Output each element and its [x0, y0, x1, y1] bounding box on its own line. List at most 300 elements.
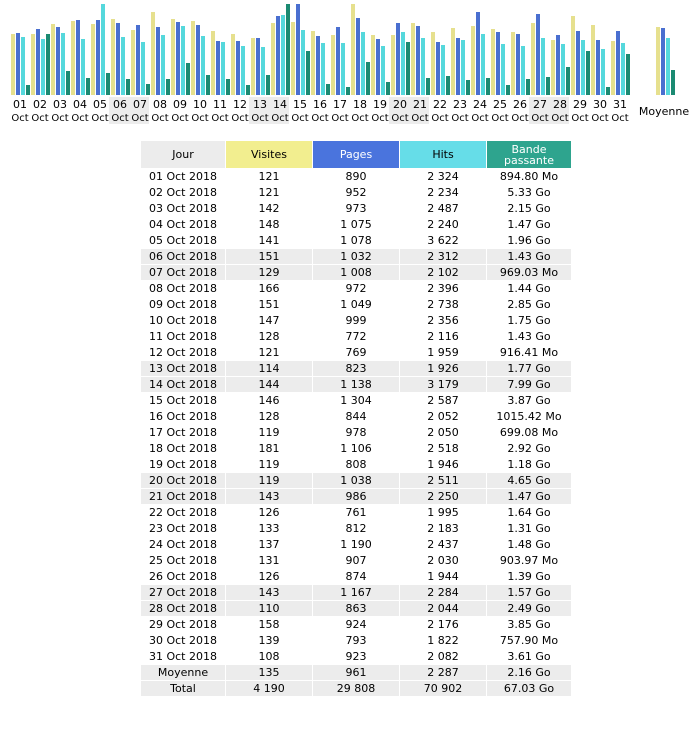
cell-visits: 128	[258, 330, 280, 343]
cell-hits: 2 738	[427, 298, 459, 311]
bar-visits	[591, 25, 595, 95]
table-row	[141, 537, 571, 552]
bar-bandwidth	[346, 87, 350, 95]
cell-bandwidth: 2.15 Go	[507, 202, 551, 215]
table-row	[141, 425, 571, 440]
cell-visits: 142	[258, 202, 280, 215]
cell-hits: 2 284	[400, 585, 486, 600]
table-row	[141, 249, 571, 264]
table-row	[141, 521, 571, 536]
x-tick-month: Oct	[91, 113, 109, 124]
total-row	[141, 681, 571, 696]
table-row	[141, 441, 571, 456]
cell-pages: 29 808	[313, 681, 399, 696]
bar-pages	[96, 20, 100, 95]
bar-pages	[76, 20, 80, 95]
bar-pages	[236, 41, 240, 95]
bar-pages	[376, 39, 380, 95]
bar-bandwidth	[466, 80, 470, 95]
cell-visits: 128	[258, 410, 280, 423]
cell-visits: 146	[258, 394, 280, 407]
cell-bandwidth: 67.03 Go	[487, 681, 571, 696]
cell-pages: 924	[345, 618, 367, 631]
cell-bandwidth: 2.16 Go	[487, 665, 571, 680]
bar-hits	[261, 47, 265, 95]
cell-bandwidth: 1.57 Go	[487, 585, 571, 600]
x-tick-day: 04	[73, 98, 87, 111]
x-tick-day: 09	[173, 98, 187, 111]
cell-visits: 141	[258, 234, 280, 247]
table-row	[141, 649, 571, 664]
x-tick-month: Oct	[371, 113, 389, 124]
daily-stats-table	[140, 140, 572, 697]
bar-bandwidth	[286, 4, 290, 95]
cell-bandwidth: 7.99 Go	[487, 377, 571, 392]
cell-date: 05 Oct 2018	[148, 234, 217, 247]
bar-hits	[461, 40, 465, 95]
cell-bandwidth: 2.49 Go	[487, 601, 571, 616]
x-tick-day: 26	[513, 98, 527, 111]
bar-visits	[171, 19, 175, 95]
cell-date: 01 Oct 2018	[148, 170, 217, 183]
cell-visits: 151	[258, 298, 280, 311]
bar-bandwidth	[266, 75, 270, 95]
bar-visits	[251, 38, 255, 95]
cell-visits: 126	[258, 506, 280, 519]
bar-pages	[336, 27, 340, 95]
cell-hits: 2 356	[427, 314, 459, 327]
bar-pages	[556, 35, 560, 95]
bar-pages	[216, 41, 220, 95]
bar-pages	[576, 31, 580, 95]
bar-visits	[91, 24, 95, 95]
cell-date: 29 Oct 2018	[148, 618, 217, 631]
table-row	[141, 553, 571, 568]
bar-bandwidth	[386, 82, 390, 95]
cell-hits: 2 511	[400, 473, 486, 488]
cell-bandwidth: 1.64 Go	[507, 506, 551, 519]
bar-bandwidth	[306, 51, 310, 95]
x-tick-day: 06	[113, 98, 127, 111]
table-row	[141, 329, 571, 344]
bar-hits	[141, 42, 145, 95]
bar-hits	[361, 32, 365, 95]
cell-visits: 121	[258, 186, 280, 199]
bar-hits	[121, 37, 125, 95]
cell-pages: 1 075	[340, 218, 372, 231]
x-tick-month: Oct	[171, 113, 189, 124]
x-tick-month: Oct	[571, 113, 589, 124]
col-header-bandwidth-line2: passante	[504, 153, 554, 167]
bar-visits	[291, 22, 295, 95]
x-tick-month: Oct	[611, 113, 629, 124]
bar-hits	[481, 34, 485, 95]
bar-hits	[441, 45, 445, 95]
bar-bandwidth	[186, 63, 190, 95]
cell-hits: 1 822	[427, 634, 459, 647]
cell-date: 03 Oct 2018	[148, 202, 217, 215]
cell-visits: 110	[226, 601, 312, 616]
cell-hits: 1 959	[427, 346, 459, 359]
bar-hits	[161, 35, 165, 95]
bar-bandwidth	[486, 78, 490, 95]
bar-hits	[281, 15, 285, 95]
cell-bandwidth: 1.43 Go	[507, 330, 551, 343]
cell-bandwidth: 1.75 Go	[507, 314, 551, 327]
table-row	[141, 201, 571, 216]
cell-hits: 2 234	[427, 186, 459, 199]
cell-date: 27 Oct 2018	[141, 585, 225, 600]
cell-visits: 181	[258, 442, 280, 455]
cell-visits: 131	[258, 554, 280, 567]
table-row	[141, 601, 571, 616]
cell-visits: 108	[258, 650, 280, 663]
x-tick-day: 23	[453, 98, 467, 111]
bar-average-visits	[656, 27, 660, 95]
table-row	[141, 489, 571, 504]
bar-bandwidth	[446, 76, 450, 95]
cell-visits: 4 190	[226, 681, 312, 696]
bar-bandwidth	[606, 87, 610, 95]
x-tick-day: 20	[393, 98, 407, 111]
cell-pages: 863	[313, 601, 399, 616]
cell-visits: 129	[226, 265, 312, 280]
bar-pages	[16, 33, 20, 95]
bar-bandwidth	[586, 51, 590, 95]
bar-visits	[231, 34, 235, 95]
cell-date: 28 Oct 2018	[141, 601, 225, 616]
cell-pages: 972	[345, 282, 367, 295]
cell-bandwidth: 3.87 Go	[507, 394, 551, 407]
bar-hits	[541, 38, 545, 95]
x-tick-month: Oct	[271, 113, 289, 124]
bar-pages	[476, 12, 480, 95]
bar-bandwidth	[126, 79, 130, 95]
x-tick-month: Oct	[291, 113, 309, 124]
bar-pages	[396, 23, 400, 95]
cell-pages: 874	[345, 570, 367, 583]
bar-visits	[571, 16, 575, 95]
bar-bandwidth	[66, 71, 70, 95]
cell-bandwidth: 1015.42 Mo	[496, 410, 562, 423]
x-tick-month: Oct	[351, 113, 369, 124]
bar-visits	[451, 28, 455, 95]
x-tick-month: Oct	[451, 113, 469, 124]
cell-visits: 119	[258, 426, 280, 439]
cell-hits: 2 030	[427, 554, 459, 567]
bar-hits	[401, 32, 405, 95]
cell-date: 24 Oct 2018	[148, 538, 217, 551]
x-tick-day: 15	[293, 98, 307, 111]
table-row	[141, 265, 571, 280]
cell-bandwidth: 1.18 Go	[507, 458, 551, 471]
cell-hits: 2 250	[400, 489, 486, 504]
cell-date: 18 Oct 2018	[148, 442, 217, 455]
cell-visits: 151	[226, 249, 312, 264]
bar-average-pages	[661, 28, 665, 95]
cell-bandwidth: 1.77 Go	[487, 361, 571, 376]
x-tick-day: 22	[433, 98, 447, 111]
cell-pages: 923	[345, 650, 367, 663]
cell-hits: 2 587	[427, 394, 459, 407]
x-tick-month: Oct	[331, 113, 349, 124]
table-header-row	[141, 141, 571, 168]
x-tick-month: Oct	[311, 113, 329, 124]
x-tick-month: Oct	[491, 113, 509, 124]
x-tick-day: 13	[253, 98, 267, 111]
cell-hits: 2 052	[427, 410, 459, 423]
bar-pages	[196, 25, 200, 95]
bar-hits	[341, 43, 345, 95]
table-row	[141, 233, 571, 248]
cell-visits: 143	[226, 585, 312, 600]
x-tick-month: Oct	[591, 113, 609, 124]
bar-visits	[491, 29, 495, 95]
cell-visits: 148	[258, 218, 280, 231]
cell-pages: 907	[345, 554, 367, 567]
daily-bar-chart	[0, 0, 695, 130]
bar-bandwidth	[226, 79, 230, 95]
cell-bandwidth: 1.47 Go	[507, 218, 551, 231]
cell-date: 20 Oct 2018	[141, 473, 225, 488]
cell-visits: 119	[258, 458, 280, 471]
cell-hits: 2 176	[427, 618, 459, 631]
x-tick-day: 05	[93, 98, 107, 111]
bar-visits	[531, 23, 535, 95]
cell-bandwidth: 757.90 Mo	[499, 634, 559, 647]
col-header-hits: Hits	[400, 141, 486, 168]
cell-hits: 2 082	[427, 650, 459, 663]
bar-pages	[296, 4, 300, 95]
x-tick-day: 01	[13, 98, 27, 111]
x-tick-day: 19	[373, 98, 387, 111]
table-row	[141, 457, 571, 472]
bar-visits	[371, 35, 375, 95]
cell-visits: 133	[258, 522, 280, 535]
cell-date: 30 Oct 2018	[148, 634, 217, 647]
table-row	[141, 169, 571, 184]
bar-visits	[51, 24, 55, 95]
table-row	[141, 281, 571, 296]
bar-visits	[391, 35, 395, 95]
cell-pages: 769	[345, 346, 367, 359]
bar-pages	[316, 36, 320, 95]
bar-hits	[321, 43, 325, 95]
bar-bandwidth	[86, 78, 90, 95]
x-tick-day: 14	[273, 98, 287, 111]
x-tick-month: Oct	[431, 113, 449, 124]
x-tick-day: 25	[493, 98, 507, 111]
bar-visits	[351, 4, 355, 95]
cell-bandwidth: 3.85 Go	[507, 618, 551, 631]
bar-hits	[241, 46, 245, 95]
bar-hits	[101, 4, 105, 95]
cell-bandwidth: 1.43 Go	[487, 249, 571, 264]
cell-visits: 114	[226, 361, 312, 376]
cell-hits: 70 902	[400, 681, 486, 696]
bar-visits	[71, 21, 75, 95]
bar-hits	[501, 44, 505, 95]
cell-visits: 166	[258, 282, 280, 295]
cell-label: Total	[141, 681, 225, 696]
cell-hits: 2 518	[427, 442, 459, 455]
x-tick-month: Oct	[71, 113, 89, 124]
cell-pages: 823	[313, 361, 399, 376]
col-header-day: Jour	[141, 141, 225, 168]
bar-hits	[21, 37, 25, 95]
cell-pages: 1 167	[313, 585, 399, 600]
x-tick-day: 30	[593, 98, 607, 111]
cell-bandwidth: 699.08 Mo	[499, 426, 559, 439]
cell-bandwidth: 894.80 Mo	[499, 170, 559, 183]
cell-bandwidth: 916.41 Mo	[499, 346, 559, 359]
table-row	[141, 569, 571, 584]
cell-pages: 978	[345, 426, 367, 439]
bar-pages	[36, 29, 40, 95]
bar-pages	[496, 32, 500, 95]
bar-bandwidth	[246, 85, 250, 95]
bar-pages	[56, 27, 60, 95]
bar-visits	[511, 32, 515, 95]
x-tick-day: 29	[573, 98, 587, 111]
bar-visits	[211, 31, 215, 95]
cell-date: 21 Oct 2018	[141, 489, 225, 504]
bar-visits	[191, 21, 195, 95]
cell-pages: 999	[345, 314, 367, 327]
cell-pages: 1 049	[340, 298, 372, 311]
x-tick-day: 17	[333, 98, 347, 111]
bar-visits	[31, 34, 35, 95]
bar-average-bandwidth	[671, 70, 675, 95]
bar-bandwidth	[326, 84, 330, 95]
cell-hits: 1 946	[427, 458, 459, 471]
bar-hits	[41, 39, 45, 95]
cell-bandwidth: 2.92 Go	[507, 442, 551, 455]
bar-pages	[256, 38, 260, 95]
cell-bandwidth: 969.03 Mo	[487, 265, 571, 280]
cell-pages: 1 190	[340, 538, 372, 551]
cell-visits: 121	[258, 346, 280, 359]
cell-pages: 1 106	[340, 442, 372, 455]
bar-bandwidth	[626, 54, 630, 95]
bar-hits	[581, 40, 585, 95]
x-tick-day: 03	[53, 98, 67, 111]
cell-pages: 973	[345, 202, 367, 215]
col-header-visits: Visites	[226, 141, 312, 168]
bar-bandwidth	[526, 79, 530, 95]
bar-visits	[331, 35, 335, 95]
cell-date: 12 Oct 2018	[148, 346, 217, 359]
cell-pages: 952	[345, 186, 367, 199]
bar-bandwidth	[46, 34, 50, 95]
cell-bandwidth: 1.96 Go	[507, 234, 551, 247]
bar-hits	[221, 42, 225, 95]
cell-pages: 890	[345, 170, 367, 183]
table-row	[141, 361, 571, 376]
cell-pages: 1 304	[340, 394, 372, 407]
bar-pages	[356, 18, 360, 95]
cell-pages: 844	[345, 410, 367, 423]
cell-date: 16 Oct 2018	[148, 410, 217, 423]
bar-pages	[536, 14, 540, 95]
x-tick-month: Oct	[111, 113, 129, 124]
cell-date: 23 Oct 2018	[148, 522, 217, 535]
cell-date: 26 Oct 2018	[148, 570, 217, 583]
cell-visits: 121	[258, 170, 280, 183]
cell-pages: 1 008	[313, 265, 399, 280]
table-row	[141, 185, 571, 200]
cell-hits: 2 487	[427, 202, 459, 215]
cell-hits: 1 926	[400, 361, 486, 376]
cell-date: 25 Oct 2018	[148, 554, 217, 567]
x-tick-month: Oct	[231, 113, 249, 124]
col-header-pages: Pages	[313, 141, 399, 168]
cell-visits: 135	[226, 665, 312, 680]
cell-pages: 808	[345, 458, 367, 471]
bar-pages	[596, 40, 600, 95]
table-row	[141, 473, 571, 488]
cell-bandwidth: 1.48 Go	[507, 538, 551, 551]
cell-bandwidth: 1.44 Go	[507, 282, 551, 295]
cell-visits: 119	[226, 473, 312, 488]
bar-hits	[61, 33, 65, 95]
cell-visits: 137	[258, 538, 280, 551]
table-row	[141, 393, 571, 408]
cell-date: 22 Oct 2018	[148, 506, 217, 519]
bar-pages	[416, 26, 420, 95]
x-tick-month: Oct	[411, 113, 429, 124]
cell-hits: 2 312	[400, 249, 486, 264]
cell-bandwidth: 3.61 Go	[507, 650, 551, 663]
table-row	[141, 377, 571, 392]
bar-pages	[436, 42, 440, 95]
cell-date: 13 Oct 2018	[141, 361, 225, 376]
table-row	[141, 217, 571, 232]
bar-visits	[551, 40, 555, 95]
bar-hits	[601, 49, 605, 95]
cell-hits: 1 944	[427, 570, 459, 583]
table-row	[141, 585, 571, 600]
bar-bandwidth	[426, 78, 430, 95]
cell-bandwidth: 903.97 Mo	[499, 554, 559, 567]
bar-hits	[561, 44, 565, 95]
cell-date: 04 Oct 2018	[148, 218, 217, 231]
cell-visits: 158	[258, 618, 280, 631]
bar-visits	[311, 31, 315, 95]
cell-date: 14 Oct 2018	[141, 377, 225, 392]
bar-hits	[381, 46, 385, 95]
cell-visits: 143	[226, 489, 312, 504]
cell-hits: 2 437	[427, 538, 459, 551]
cell-date: 09 Oct 2018	[148, 298, 217, 311]
cell-hits: 2 324	[427, 170, 459, 183]
cell-hits: 2 050	[427, 426, 459, 439]
bar-visits	[131, 30, 135, 95]
bar-pages	[176, 22, 180, 95]
cell-pages: 772	[345, 330, 367, 343]
x-tick-day: 28	[553, 98, 567, 111]
cell-pages: 793	[345, 634, 367, 647]
bar-pages	[116, 23, 120, 95]
bar-visits	[151, 12, 155, 95]
bar-bandwidth	[406, 42, 410, 95]
cell-bandwidth: 5.33 Go	[507, 186, 551, 199]
bar-hits	[201, 36, 205, 95]
average-row	[141, 665, 571, 680]
bar-pages	[616, 31, 620, 95]
table-row	[141, 633, 571, 648]
bar-bandwidth	[566, 67, 570, 95]
